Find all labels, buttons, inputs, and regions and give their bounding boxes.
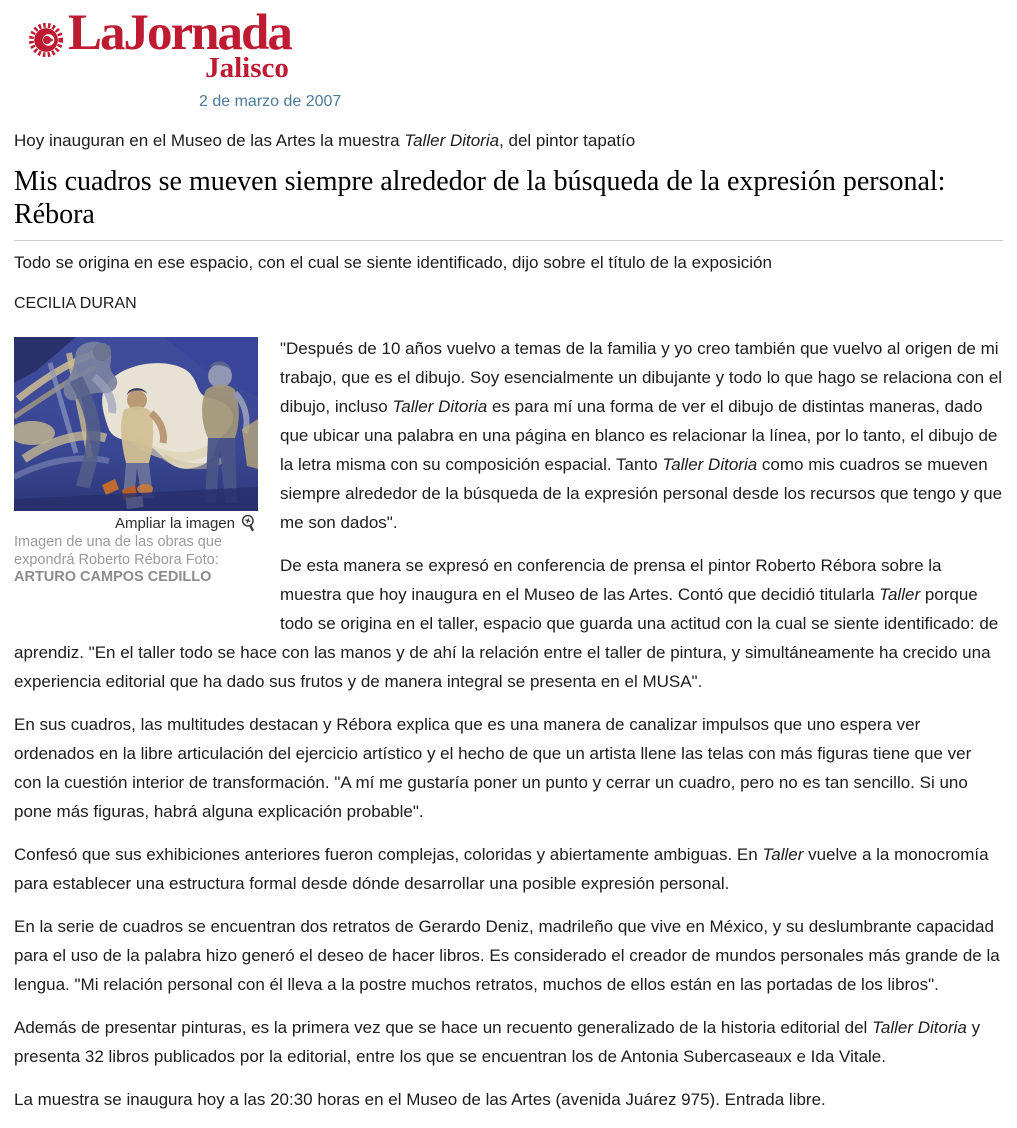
enlarge-image-label: Ampliar la imagen	[114, 514, 235, 532]
headline-divider	[14, 240, 1003, 241]
logo-subtitle: Jalisco	[205, 52, 289, 84]
zoom-in-icon	[240, 514, 258, 532]
masthead	[14, 0, 1003, 130]
caption-text: Imagen de una de las obras que expondrá Roberto Rébora Foto:	[14, 534, 222, 568]
edition-date: 2 de marzo de 2007	[199, 93, 342, 110]
article-paragraph: La muestra se inaugura hoy a las 20:30 horas en el Museo de las Artes (avenida Juárez 975). Entrada libre.	[14, 1090, 826, 1109]
article-body	[14, 334, 1003, 1114]
lajornada-logo[interactable]	[28, 5, 291, 84]
article-paragraph: Además de presentar pinturas, es la primera vez que se hace un recuento generalizado de la historia editorial del Taller Ditoria y presenta 32 libros publicados por la editorial, entre los que se encuentran los de Antonia Subercaseaux e Ida Vitale.	[14, 1018, 981, 1066]
artwork-image[interactable]	[14, 337, 258, 511]
article-paragraph: En la serie de cuadros se encuentran dos retratos de Gerardo Deniz, madrileño que vive en México, y su deslumbrante capacidad para el uso de la palabra hizo generó el deseo de hacer libros. Es considerado el creador de mundos personales más grande de la lengua. "Mi relación personal con él lleva a la postre muchos retratos, muchos de ellos están en las portadas de los libros".	[14, 917, 1000, 994]
article-paragraph: "Después de 10 años vuelvo a temas de la familia y yo creo también que vuelvo al origen de mi trabajo, que es el dibujo. Soy esencialmente un dibujante y todo lo que hago se relaciona con el dibujo, incluso Taller Ditoria es para mí una forma de ver el dibujo de distintas maneras, dado que ubicar una palabra en una página en blanco es relacionar la línea, por lo tanto, el dibujo de la letra misma con su composición espacial. Tanto Taller Ditoria como mis cuadros se mueven siempre alrededor de la búsqueda de la expresión personal desde los recursos que tengo y que me son dados".	[280, 339, 1003, 532]
article-byline: CECILIA DURAN	[14, 295, 137, 312]
article-paragraph: En sus cuadros, las multitudes destacan y Rébora explica que es una manera de canalizar impulsos que uno espera ver ordenados en la libre articulación del ejercicio artístico y el hecho de que un artista llene las telas con más figuras tiene que ver con la cuestión interior de transformación. "A mí me gustaría poner un punto y cerrar un cuadro, pero no es tan sencillo. Si uno pone más figuras, habrá alguna explicación probable".	[14, 715, 972, 821]
logo-text	[68, 5, 291, 84]
figure-caption	[14, 534, 258, 587]
article-paragraph: De esta manera se expresó en conferencia de prensa el pintor Roberto Rébora sobre la muestra que hoy inaugura en el Museo de las Artes. Contó que decidió titularla Taller porque todo se origina en el taller, espacio que guarda una actitud con la cual se siente identificado: de aprendiz. "En el taller todo se hace con las manos y de ahí la relación entre el taller de pintura, y simultáneamente ha crecido una experiencia editorial que ha dado sus frutos y de manera integral se presenta en el MUSA".	[14, 556, 999, 691]
article-headline: Mis cuadros se mueven siempre alrededor de la búsqueda de la expresión personal: Rébora	[14, 166, 946, 230]
photo-credit: ARTURO CAMPOS CEDILLO	[14, 569, 212, 585]
logo-title: LaJornada	[68, 5, 291, 61]
article-subhead: Todo se origina en ese espacio, con el cual se siente identificado, dijo sobre el título de la exposición	[14, 253, 772, 272]
article-figure	[14, 337, 258, 587]
jornada-sun-emblem-icon	[28, 20, 66, 65]
article-kicker: Hoy inauguran en el Museo de las Artes la muestra Taller Ditoria, del pintor tapatío	[14, 131, 636, 150]
enlarge-image-link[interactable]	[14, 514, 258, 532]
article-paragraph: Confesó que sus exhibiciones anteriores fueron complejas, coloridas y abiertamente ambiguas. En Taller vuelve a la monocromía para establecer una estructura formal desde dónde desarrollar una posible expresión personal.	[14, 845, 989, 893]
